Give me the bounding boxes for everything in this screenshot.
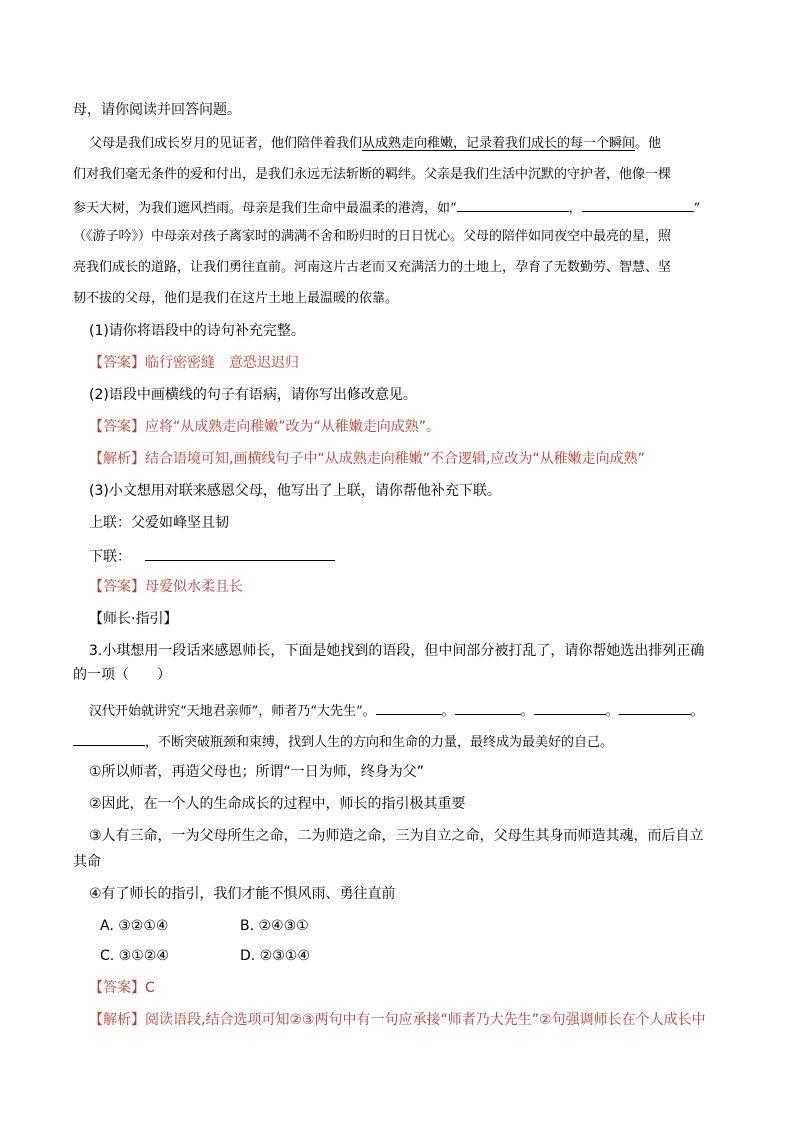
analysis-text: 阅读语段,结合选项可知②③两句中有一句应承接“师者乃大先生”②句强调师长在个人成长中: [145, 1012, 706, 1028]
passage-line-4: （《游子吟》）中母亲对孩子离家时的满满不舍和盼归时的日日忧心。父母的陪伴如同夜空中最亮的星，照: [73, 229, 672, 244]
analysis-2: [89, 450, 645, 468]
passage-text: ，: [568, 201, 582, 216]
section-heading: 【师长·指引】: [89, 611, 178, 627]
passage-line-5: 亮我们成长的道路，让我们勇往直前。河南这片古老而又充满活力的土地上，孕育了无数勤劳、智慧、坚: [73, 260, 672, 275]
couplet-answer-blank[interactable]: [145, 546, 335, 561]
answer-1: [89, 354, 299, 372]
analysis-label: 【解析】: [89, 451, 145, 467]
sentence-item-2: ②因此，在一个人的生命成长的过程中，师长的指引极其重要: [89, 796, 466, 812]
answer-2: [89, 418, 440, 436]
couplet-second-line: [89, 546, 335, 566]
couplet-label: 下联：: [89, 549, 131, 565]
passage-line-2: 们对我们毫无条件的爱和付出，是我们永远无法斩断的羁绊。父亲是我们生活中沉默的守护者，他像一棵: [73, 167, 672, 182]
order-blank-3[interactable]: [534, 700, 606, 715]
q4-passage-line-1: [89, 700, 704, 721]
underlined-sentence: 从成熟走向稚嫩，记录着我们成长的每一个瞬间: [362, 136, 636, 151]
order-blank-2[interactable]: [455, 700, 521, 715]
order-blank-4[interactable]: [619, 700, 691, 715]
poem-blank-1[interactable]: [457, 197, 569, 212]
question-3: (3)小文想用对联来感恩父母，他写出了上联，请你帮他补充下联。: [89, 483, 501, 499]
paragraph-continuation: 母，请你阅读并回答问题。: [73, 102, 241, 118]
order-blank-5[interactable]: [73, 731, 145, 746]
answer-4: [89, 979, 155, 997]
answer-text: 应将“从成熟走向稚嫩”改为“从稚嫩走向成熟”。: [145, 419, 441, 435]
option-b[interactable]: B. ②④③①: [240, 918, 309, 934]
sentence-item-3-cont: 其命: [73, 854, 101, 870]
question-2: (2)语段中画横线的句子有语病，请你写出修改意见。: [89, 387, 417, 403]
passage-line-3: [73, 197, 700, 218]
answer-text: 临行密密缝 意恐迟迟归: [145, 355, 299, 371]
analysis-text: 结合语境可知,画横线句子中“从成熟走向稚嫩”不合逻辑,应改为“从稚嫩走向成熟”: [145, 451, 645, 467]
passage-text: ”: [693, 201, 701, 216]
period: 。: [605, 704, 619, 719]
question-4-line-2: 的一项（ ）: [73, 667, 171, 683]
passage-line-6: 韧不拔的父母，他们是我们在这片土地上最温暖的依靠。: [73, 291, 399, 306]
answer-text: 母爱似水柔且长: [145, 579, 243, 595]
answer-3: [89, 578, 243, 596]
sentence-item-1: ①所以师者，再造父母也；所谓“一日为师，终身为父”: [89, 764, 425, 780]
answer-label: 【答案】: [89, 355, 145, 371]
passage-text: 父母是我们成长岁月的见证者，他们陪伴着我们: [89, 136, 363, 151]
option-c[interactable]: C. ③①②④: [100, 948, 169, 964]
couplet-first-line: 上联：父爱如峰坚且韧: [89, 515, 229, 531]
analysis-4: [89, 1011, 706, 1029]
period: 。: [690, 704, 704, 719]
passage-line-1: [89, 135, 661, 153]
passage-text: 参天大树，为我们遮风挡雨。母亲是我们生命中最温柔的港湾，如“: [73, 201, 457, 216]
passage-text: 。他: [635, 136, 662, 151]
answer-label: 【答案】: [89, 419, 145, 435]
answer-label: 【答案】: [89, 980, 145, 996]
analysis-label: 【解析】: [89, 1012, 145, 1028]
answer-label: 【答案】: [89, 579, 145, 595]
sentence-item-3: ③人有三命，一为父母所生之命，二为师造之命，三为自立之命，父母生其身而师造其魂，而后自立: [89, 828, 704, 844]
period: 。: [441, 704, 455, 719]
question-1: (1)请你将语段中的诗句补充完整。: [89, 323, 305, 339]
order-blank-1[interactable]: [376, 700, 442, 715]
sentence-item-4: ④有了师长的指引，我们才能不惧风雨、勇往直前: [89, 886, 396, 902]
answer-text: C: [145, 980, 155, 996]
option-d[interactable]: D. ②③①④: [240, 948, 310, 964]
poem-blank-2[interactable]: [582, 197, 694, 212]
option-a[interactable]: A. ③②①④: [100, 918, 169, 934]
question-4-line-1: 3.小琪想用一段话来感恩师长，下面是她找到的语段，但中间部分被打乱了，请你帮她选出排列正确: [89, 643, 705, 659]
q4-passage-line-2: [73, 731, 613, 752]
q4-passage-text: ，不断突破瓶颈和束缚，找到人生的方向和生命的力量，最终成为最美好的自己。: [145, 735, 614, 750]
q4-passage-text: 汉代开始就讲究“天地君亲师”，师者乃“大先生”。: [89, 704, 376, 719]
period: 。: [520, 704, 534, 719]
